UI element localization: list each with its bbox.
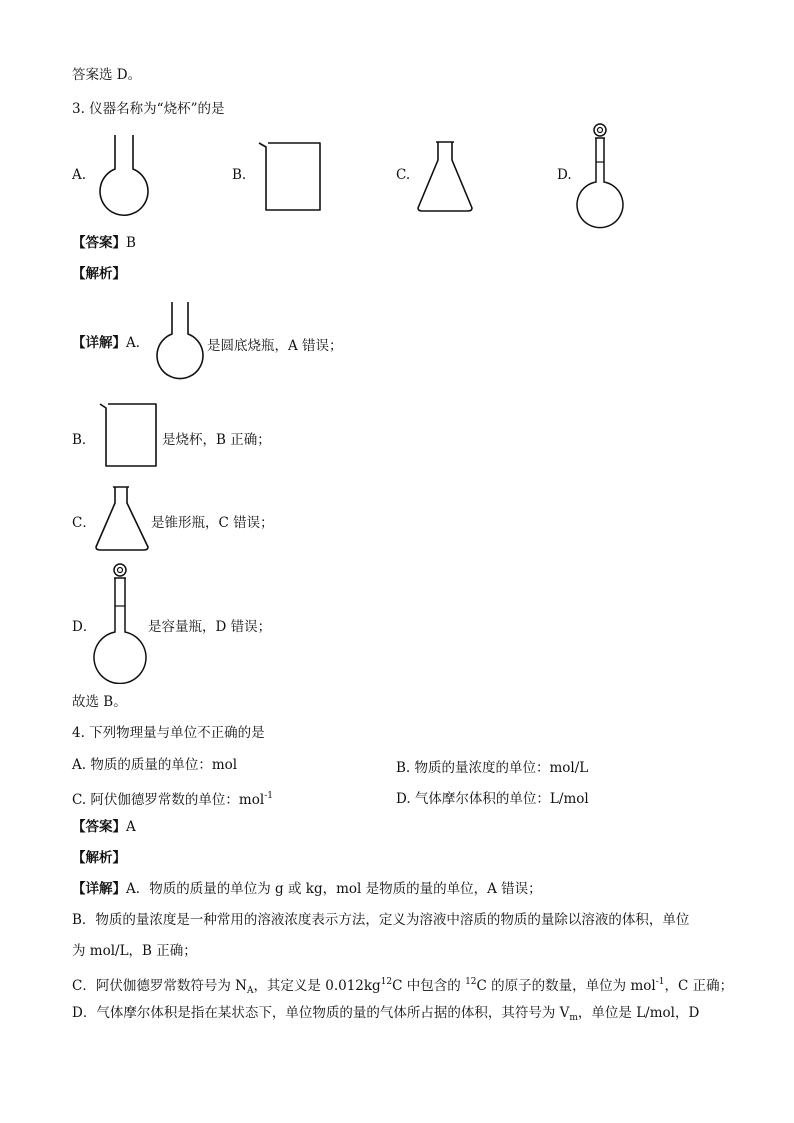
- detail-b-label: B．: [72, 432, 96, 448]
- beaker-figure: [256, 138, 324, 214]
- q4-option-a: A. 物质的质量的单位：mol: [72, 757, 238, 773]
- answer-tag: 【答案】: [72, 235, 126, 251]
- detail-beaker-figure: [98, 400, 160, 470]
- conical-flask-figure: [414, 138, 476, 214]
- q4-option-b: B. 物质的量浓度的单位：mol/L: [396, 760, 589, 776]
- question-3-stem: 3. 仪器名称为“烧杯”的是: [72, 101, 225, 117]
- detail-tag: 【详解】: [72, 881, 126, 897]
- q3-analysis-tag: 【解析】: [72, 266, 126, 282]
- round-bottom-flask-figure: [96, 133, 152, 219]
- detail-d-label: D．: [72, 619, 97, 635]
- detail-round-bottom-flask-figure: [154, 300, 206, 382]
- q3-answer: [72, 234, 136, 252]
- detail-c-label: C．: [72, 515, 96, 531]
- detail-a-text: 是圆底烧瓶，A 错误；: [207, 338, 343, 354]
- detail-tag: 【详解】: [72, 335, 126, 351]
- detail-d-text: 是容量瓶，D 错误；: [148, 619, 272, 635]
- q4-detail-c: C．阿伏伽德罗常数符号为 $N_A$，其定义是 $0.012kg^{12}C$ 中包含的 $^{12}$C 的原子的数量，单位为 mol$^{-1}$，C 正确；: [72, 977, 734, 996]
- detail-conical-flask-figure: [93, 483, 151, 553]
- q4-detail-b-line1: B．物质的量浓度是一种常用的溶液浓度表示方法，定义为溶液中溶质的物质的量除以溶液的体积，单位: [72, 912, 690, 928]
- detail-c-text: 是锥形瓶，C 错误；: [151, 515, 274, 531]
- q4-detail-a: 【详解】A．物质的质量的单位为 g 或 kg，mol 是物质的量的单位，A 错误；: [72, 881, 542, 897]
- answer-value: A: [126, 819, 136, 835]
- q4-detail-d: D．气体摩尔体积是指在某状态下，单位物质的量的气体所占据的体积，其符号为 $V_m$，单位是 L/mol，D: [72, 1005, 700, 1023]
- q4-analysis-tag: 【解析】: [72, 850, 126, 866]
- previous-answer: 答案选 D。: [72, 67, 142, 83]
- q4-option-c: C. 阿伏伽德罗常数的单位：mol$^{-1}$: [72, 791, 273, 808]
- answer-value: B: [126, 235, 136, 251]
- detail-volumetric-flask-figure: [92, 562, 150, 684]
- q4-detail-b-line2: 为 mol/L，B 正确；: [72, 943, 197, 959]
- q3-detail-a-label: 【详解】A．: [72, 335, 150, 351]
- detail-b-text: 是烧杯，B 正确；: [162, 432, 271, 448]
- q3-option-d-label: D.: [557, 167, 572, 183]
- q4-answer: [72, 818, 136, 836]
- q3-conclusion: 故选 B。: [72, 694, 127, 710]
- q3-option-b-label: B.: [232, 167, 247, 183]
- q3-option-a-label: A.: [72, 167, 87, 183]
- answer-tag: 【答案】: [72, 819, 126, 835]
- q4-option-d: D. 气体摩尔体积的单位：L/mol: [396, 791, 589, 807]
- question-4-stem: 4. 下列物理量与单位不正确的是: [72, 725, 265, 741]
- volumetric-flask-figure: [575, 122, 629, 230]
- q3-option-c-label: C.: [396, 167, 411, 183]
